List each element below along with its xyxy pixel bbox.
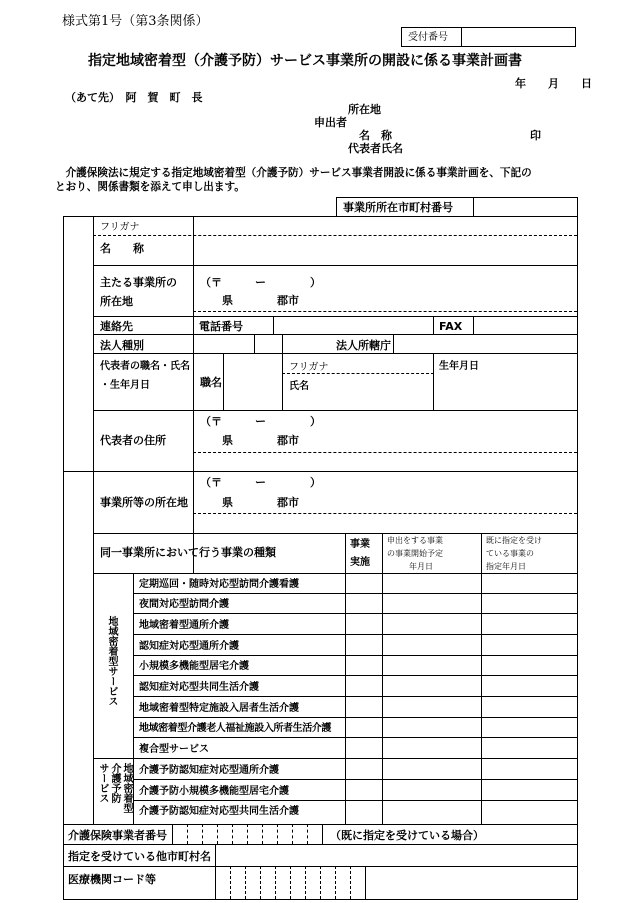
name-field[interactable] <box>195 237 575 264</box>
corp-authority-label: 法人所轄庁 <box>336 339 391 352</box>
group-prevention-label-col2: 介護予防 <box>109 763 120 803</box>
applicant-label: 申出者 <box>314 116 347 129</box>
main-office-postal[interactable]: （〒 ー ） <box>200 276 321 289</box>
start-date-header-3: 年月日 <box>409 562 433 571</box>
rep-title-label-1: 代表者の職名・氏名 <box>100 361 190 372</box>
applicant-address-label: 所在地 <box>348 103 381 116</box>
service-item: 認知症対応型通所介護 <box>139 641 239 652</box>
seal-mark: 印 <box>530 129 541 142</box>
service-item: 介護予防認知症対応型共同生活介護 <box>139 806 299 817</box>
form-number: 様式第1号（第3条関係） <box>62 14 209 29</box>
rep-address-postal[interactable]: （〒 ー ） <box>200 415 321 428</box>
rep-furigana-label: フリガナ <box>289 362 329 373</box>
furigana-field[interactable] <box>195 218 575 234</box>
start-date-header-1: 申出をする事業 <box>387 536 443 545</box>
corp-type-label: 法人種別 <box>100 339 144 352</box>
other-city-field[interactable] <box>217 845 575 865</box>
rep-address-pref-city[interactable]: 県 郡市 <box>222 434 299 447</box>
start-date-header-2: の事業開始予定 <box>387 549 443 558</box>
applicant-name-label: 名 称 <box>359 129 392 142</box>
insurer-number-label: 介護保険事業者番号 <box>68 829 167 842</box>
implement-header-1: 事業 <box>350 539 370 550</box>
insurer-number-field[interactable] <box>173 825 321 843</box>
rep-title-label-2: ・生年月日 <box>100 380 150 391</box>
service-kind-header: 同一事業所において行う事業の種類 <box>100 546 276 559</box>
group-prevention-label-col3: サービス <box>97 763 108 803</box>
main-office-label-1: 主たる事業所の <box>100 276 177 289</box>
service-item: 定期巡回・随時対応型訪問介護看護 <box>139 579 299 590</box>
fax-label: FAX <box>439 320 463 333</box>
phone-field[interactable] <box>275 317 431 333</box>
insurer-number-note: （既に指定を受けている場合） <box>330 829 484 842</box>
contact-label: 連絡先 <box>100 320 133 333</box>
fax-field[interactable] <box>475 317 575 333</box>
service-item: 夜間対応型訪問介護 <box>139 599 229 610</box>
intro-line-2: とおり、関係書類を添えて申し出ます。 <box>55 181 245 193</box>
service-item: 介護予防小規模多機能型居宅介護 <box>139 786 289 797</box>
receipt-number-label: 受付番号 <box>408 32 448 43</box>
service-item: 認知症対応型共同生活介護 <box>139 682 259 693</box>
service-item: 介護予防認知症対応型通所介護 <box>139 765 279 776</box>
implement-header-2: 実施 <box>350 557 370 568</box>
main-office-label-2: 所在地 <box>100 295 133 308</box>
service-item: 複合型サービス <box>139 744 209 755</box>
rep-address-label: 代表者の住所 <box>100 434 166 447</box>
name-label: 名 称 <box>100 242 144 255</box>
intro-line-1: 介護保険法に規定する指定地域密着型（介護予防）サービス事業者開設に係る事業計画を、下記の <box>55 167 532 179</box>
rep-name-label: 氏名 <box>289 381 309 392</box>
service-item: 地域密着型介護老人福祉施設入所者生活介護 <box>139 723 331 734</box>
representative-name-label: 代表者氏名 <box>348 142 403 155</box>
office-address-label: 事業所等の所在地 <box>100 496 188 509</box>
designated-header-1: 既に指定を受け <box>486 536 542 545</box>
corp-type-field[interactable] <box>195 335 253 352</box>
corp-authority-field[interactable] <box>395 335 575 352</box>
medical-code-label: 医療機関コード等 <box>68 873 156 886</box>
group-prevention-label-col1: 地域密着型 <box>121 763 132 813</box>
designated-header-2: ている事業の <box>486 549 534 558</box>
municipality-number-label: 事業所所在市町村番号 <box>343 201 453 214</box>
addressee: （あて先） 阿 賀 町 長 <box>65 91 203 104</box>
main-office-pref-city[interactable]: 県 郡市 <box>222 294 299 307</box>
phone-label: 電話番号 <box>199 320 243 333</box>
birthdate-label: 生年月日 <box>439 361 479 372</box>
receipt-number-field[interactable] <box>462 28 575 46</box>
position-field[interactable] <box>225 355 280 408</box>
other-city-label: 指定を受けている他市町村名 <box>68 850 211 863</box>
service-item: 小規模多機能型居宅介護 <box>139 661 249 672</box>
office-address-pref-city[interactable]: 県 郡市 <box>222 496 299 509</box>
medical-code-field[interactable] <box>216 867 364 898</box>
municipality-number-field[interactable] <box>474 198 576 215</box>
service-item: 地域密着型通所介護 <box>139 620 229 631</box>
group-community-label: 地域密着型サービス <box>106 616 117 706</box>
position-label: 職名 <box>200 376 222 389</box>
date-field[interactable]: 年 月 日 <box>515 77 592 90</box>
office-address-postal[interactable]: （〒 ー ） <box>200 476 321 489</box>
page-title: 指定地域密着型（介護予防）サービス事業所の開設に係る事業計画書 <box>88 53 522 69</box>
service-item: 地域密着型特定施設入居者生活介護 <box>139 703 299 714</box>
designated-header-3: 指定年月日 <box>486 562 526 571</box>
furigana-label: フリガナ <box>100 222 140 233</box>
